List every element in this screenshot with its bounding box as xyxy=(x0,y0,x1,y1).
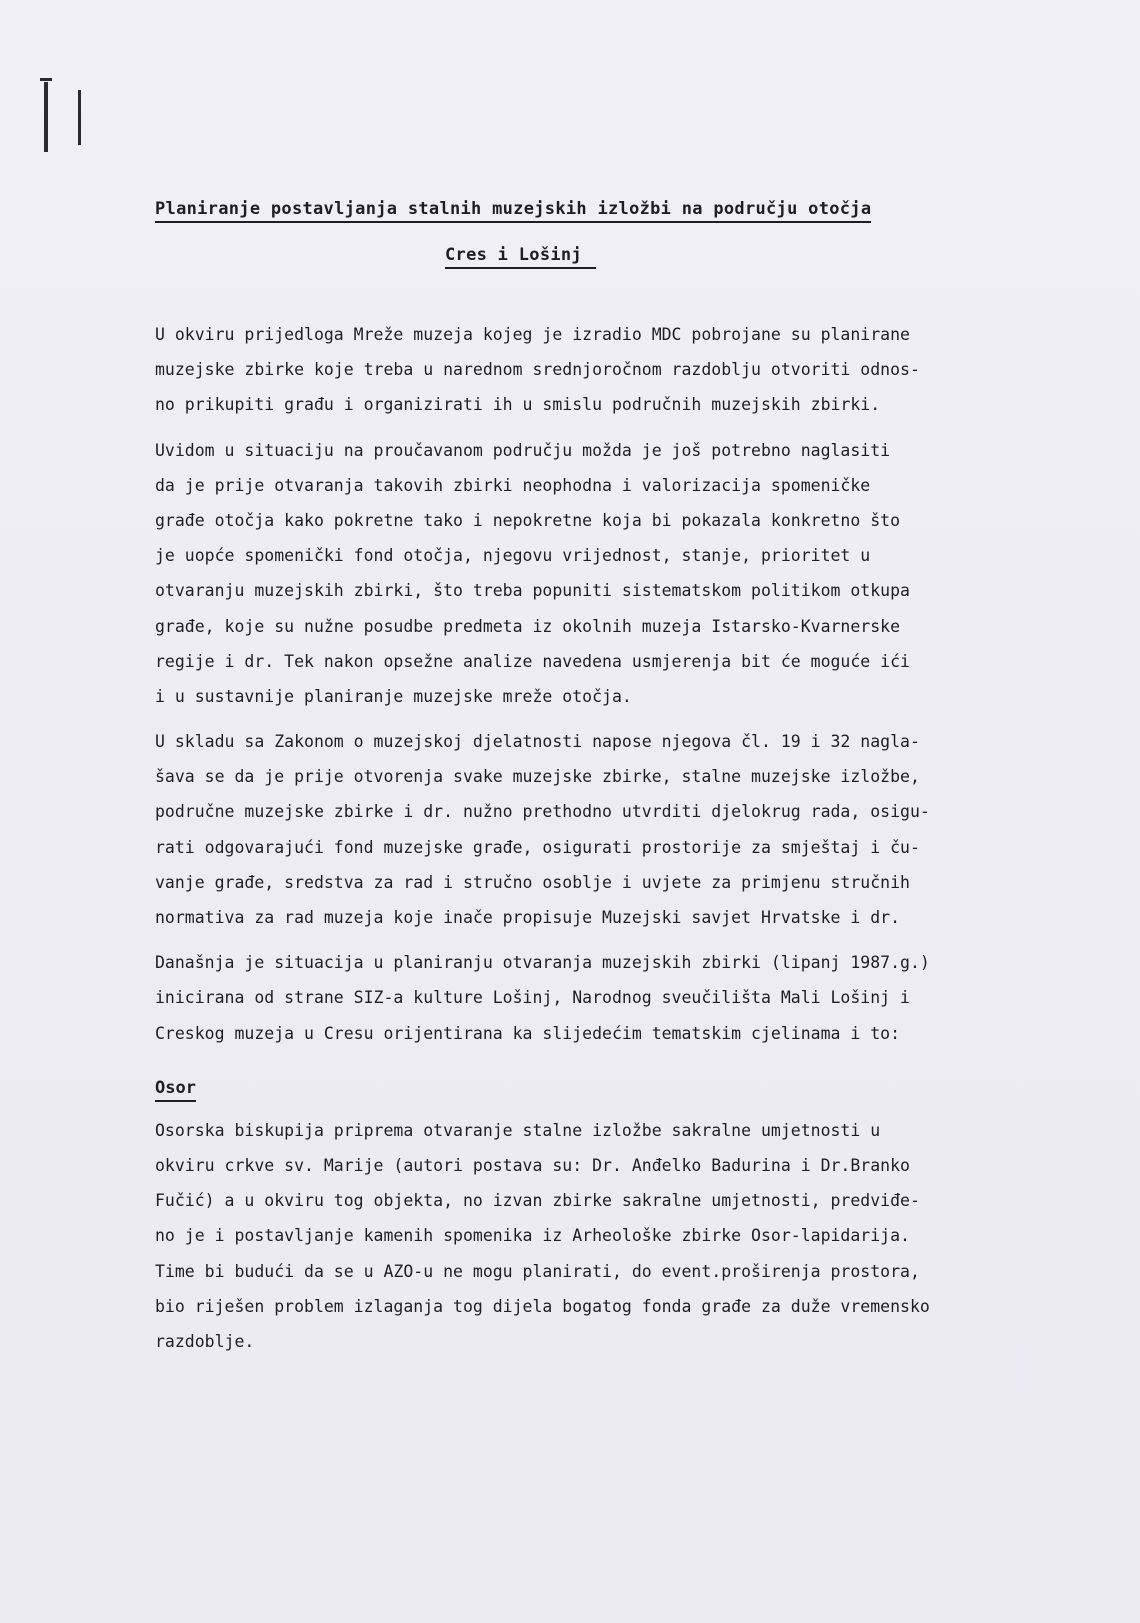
title-text-2: Cres i Lošinj xyxy=(445,245,596,269)
paragraph-line: Fučić) a u okviru tog objekta, no izvan zbirke sakralne umjetnosti, predviđe- xyxy=(155,1191,920,1211)
paragraph-line: šava se da je prije otvorenja svake muzejske zbirke, stalne muzejske izložbe, xyxy=(155,767,920,787)
paragraph-line: da je prije otvaranja takovih zbirki neophodna i valorizacija spomeničke xyxy=(155,475,871,495)
title-line-1 xyxy=(155,195,1060,223)
section-heading-osor xyxy=(155,1073,1060,1103)
document-body xyxy=(155,195,1060,1359)
paragraph-line: otvaranju muzejskih zbirki, što treba popuniti sistematskom politikom otkupa xyxy=(155,581,910,601)
paragraph-line: regije i dr. Tek nakon opsežne analize navedena usmjerenja bit će moguće ići xyxy=(155,651,910,671)
paragraph-2 xyxy=(155,433,1060,715)
paragraph-line: no je i postavljanje kamenih spomenika iz Arheološke zbirke Osor-lapidarija. xyxy=(155,1226,910,1246)
paragraph-line: okviru crkve sv. Marije (autori postava su: Dr. Anđelko Badurina i Dr.Branko xyxy=(155,1155,910,1175)
paragraph-line: muzejske zbirke koje treba u narednom srednjoročnom razdoblju otvoriti odnos- xyxy=(155,360,920,380)
paragraph-line: inicirana od strane SIZ-a kulture Lošinj, Narodnog sveučilišta Mali Lošinj i xyxy=(155,988,910,1008)
title-line-2 xyxy=(155,241,1060,269)
paragraph-line: U okviru prijedloga Mreže muzeja kojeg je izradio MDC pobrojane su planirane xyxy=(155,325,910,344)
paragraph-line: je uopće spomenički fond otočja, njegovu vrijednost, stanje, prioritet u xyxy=(155,546,871,566)
binder-mark-left xyxy=(44,82,48,152)
paragraph-osor xyxy=(155,1113,1060,1359)
paragraph-line: građe, koje su nužne posudbe predmeta iz okolnih muzeja Istarsko-Kvarnerske xyxy=(155,616,901,636)
paragraph-line: no prikupiti građu i organizirati ih u smislu područnih muzejskih zbirki. xyxy=(155,395,881,415)
paragraph-line: Creskog muzeja u Cresu orijentirana ka slijedećim tematskim cjelinama i to: xyxy=(155,1023,901,1043)
paragraph-line: vanje građe, sredstva za rad i stručno osoblje i uvjete za primjenu stručnih xyxy=(155,872,910,892)
binder-mark-left-cap xyxy=(40,78,52,81)
paragraph-3 xyxy=(155,724,1060,935)
paragraph-line: Time bi budući da se u AZO-u ne mogu planirati, do event.proširenja prostora, xyxy=(155,1261,920,1281)
paragraph-line: razdoblje. xyxy=(155,1331,255,1351)
paragraph-1 xyxy=(155,317,1060,423)
section-heading-text: Osor xyxy=(155,1078,196,1102)
paragraph-4 xyxy=(155,945,1060,1051)
paragraph-line: i u sustavnije planiranje muzejske mreže otočja. xyxy=(155,686,632,706)
paragraph-line: bio riješen problem izlaganja tog dijela bogatog fonda građe za duže vremensko xyxy=(155,1296,930,1316)
paragraph-line: Osorska biskupija priprema otvaranje stalne izložbe sakralne umjetnosti u xyxy=(155,1120,881,1140)
paragraph-line: građe otočja kako pokretne tako i nepokretne koja bi pokazala konkretno što xyxy=(155,510,901,530)
paragraph-line: rati odgovarajući fond muzejske građe, osigurati prostorije za smještaj i ču- xyxy=(155,837,920,857)
binder-hole-marks xyxy=(40,78,90,173)
paragraph-line: područne muzejske zbirke i dr. nužno prethodno utvrditi djelokrug rada, osigu- xyxy=(155,802,930,822)
paragraph-line: Današnja je situacija u planiranju otvaranja muzejskih zbirki (lipanj 1987.g.) xyxy=(155,953,930,973)
paragraph-line: U skladu sa Zakonom o muzejskoj djelatnosti napose njegova čl. 19 i 32 nagla- xyxy=(155,732,920,752)
title-text-1: Planiranje postavljanja stalnih muzejskih izložbi na području otočja xyxy=(155,199,871,223)
paragraph-line: Uvidom u situaciju na proučavanom području možda je još potrebno naglasiti xyxy=(155,440,891,460)
binder-mark-right xyxy=(78,90,81,145)
paragraph-line: normativa za rad muzeja koje inače propisuje Muzejski savjet Hrvatske i dr. xyxy=(155,908,901,927)
